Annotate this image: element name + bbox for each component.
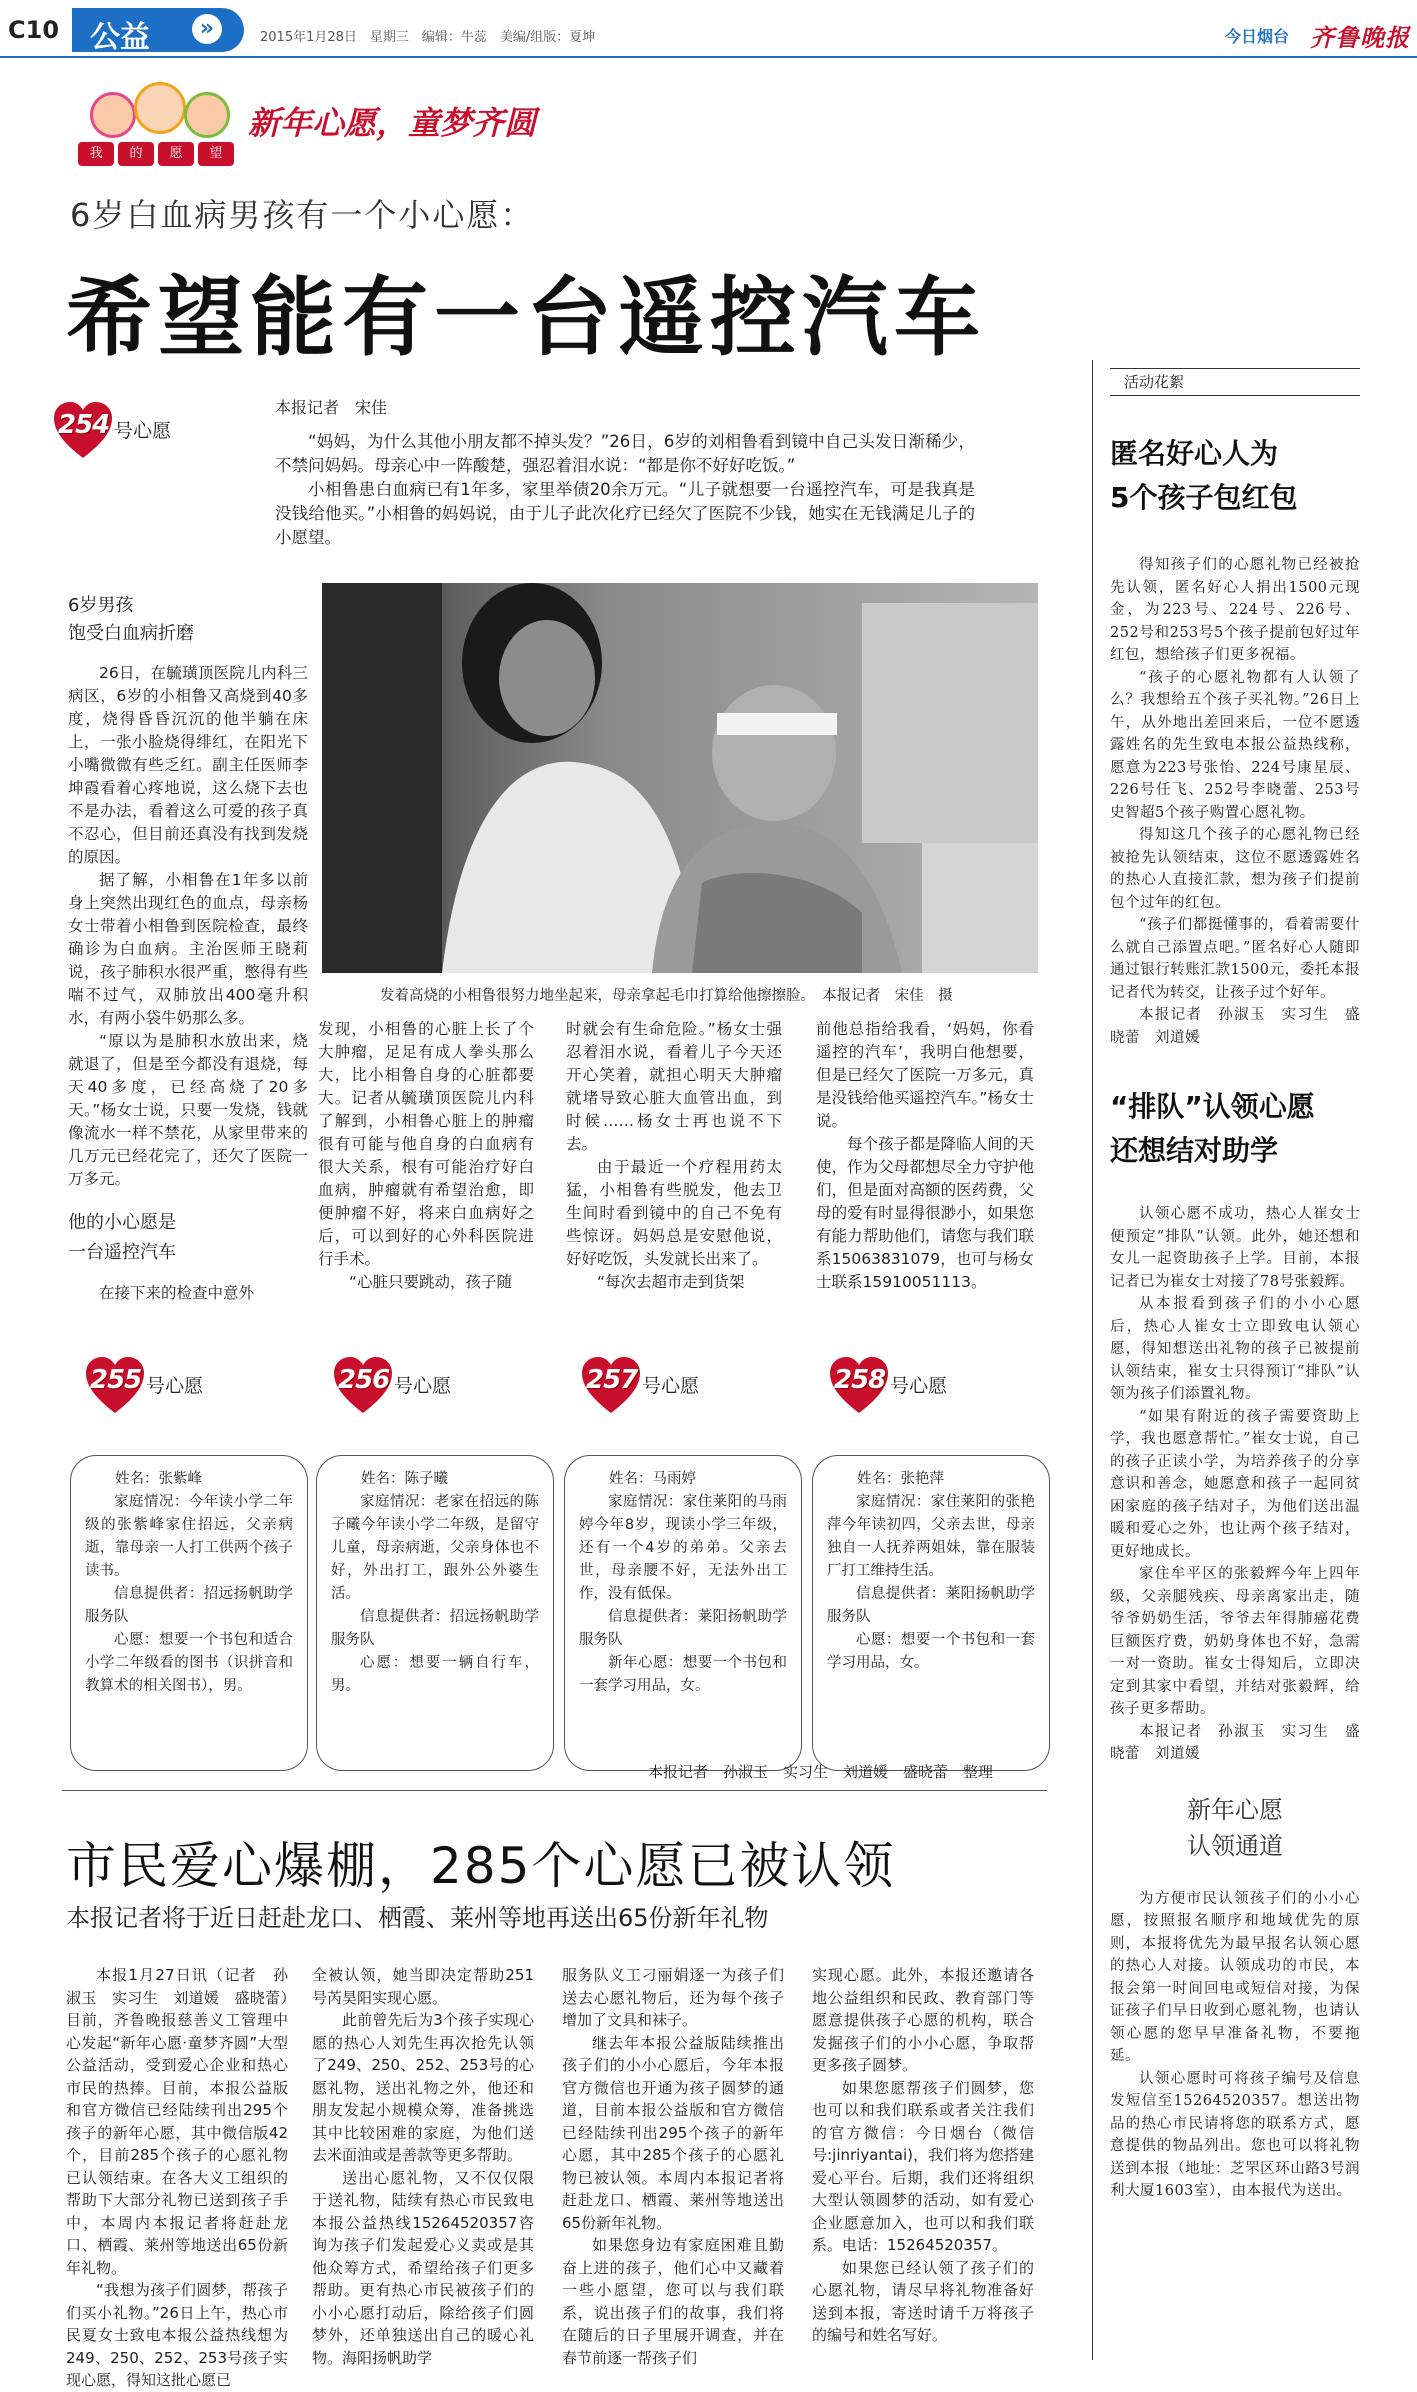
body-paragraph: 全被认领，她当即决定帮助251号芮昊阳实现心愿。	[312, 1966, 534, 2007]
body-paragraph: 服务队义工刁丽娟逐一为孩子们送去心愿礼物后，还为每个孩子增加了文具和袜子。	[562, 1966, 784, 2029]
story1-col1	[68, 662, 308, 1191]
body-paragraph: 此前曾先后为3个孩子实现心愿的热心人刘先生再次抢先认领了249、250、252、253号的心愿礼物，送出礼物之外，他还和朋友发起小规模众筹，准备挑选其中比较困难的家庭，为他们送去米面油或是善款等更多帮助。	[312, 2011, 534, 2164]
wish-card-256	[316, 1455, 554, 1771]
head-line: 还想结对助学	[1110, 1134, 1279, 1167]
sidebar-tag	[1110, 368, 1360, 396]
body-paragraph: 每个孩子都是降临人间的天使，作为父母都想尽全力守护他们，但是面对高额的医药费，父母的爱有时显得很渺小，如果您有能力帮助他们，请您与我们联系15063831079，也可与杨女士联系15910051113。	[816, 1135, 1034, 1291]
child-name: 姓名：陈子曦	[361, 1471, 448, 1487]
body-paragraph: “每次去超市走到货架	[597, 1273, 745, 1291]
body-paragraph: 26日，在毓璜顶医院儿内科三病区，6岁的小相鲁又高烧到40多度，烧得昏昏沉沉的他半躺在床上，一张小脸烧得绯红，在阳光下小嘴微微有些乏红。副主任医师李坤霞看着心疼地说，这么烧下去也不是办法，看着这么可爱的孩子真不忍心，但目前还真没有找到发烧的原因。	[68, 664, 308, 866]
wish-suffix: 号心愿	[394, 1375, 452, 1397]
body-paragraph: “原以为是肺积水放出来，烧就退了，但是至今都没有退烧，每天40多度，已经高烧了20多天。”杨女士说，只要一发烧，钱就像流水一样不禁花，从家里带来的几万元已经花完了，还欠了医院一万多元。	[68, 1032, 308, 1188]
sidebar-rule	[1092, 360, 1093, 2360]
wish-257-heart	[580, 1355, 700, 1415]
hospital-photo	[322, 583, 1038, 973]
sidebar-head3	[1110, 1792, 1360, 1864]
lead-paragraph: “妈妈，为什么其他小朋友都不掉头发？”26日，6岁的刘相鲁看到镜中自己头发日渐稀少，不禁问妈妈。母亲心中一阵酸楚，强忍着泪水说：“都是你不好好吃饭。”	[275, 432, 975, 475]
story1-headline: 希望能有一台遥控汽车	[66, 268, 986, 368]
lead-paragraph: 小相鲁患白血病已有1年多，家里举债20余万元。“儿子就想要一台遥控汽车，可是我真是没钱给他买。”小相鲁的妈妈说，由于儿子此次化疗已经欠了医院不少钱，她实在无钱满足儿子的小愿望。	[275, 480, 975, 547]
story1-photo	[322, 583, 1038, 973]
child-face	[134, 82, 186, 134]
wishes-credit: 本报记者 孙淑玉 实习生 刘道媛 盛晓蕾 整理	[648, 1763, 994, 1781]
wish-number: 254	[58, 410, 110, 440]
story1-col1-tail	[68, 1282, 308, 1305]
wish-suffix: 号心愿	[114, 420, 172, 442]
story2-col2	[312, 1964, 534, 2369]
badge-char: 的	[118, 142, 154, 166]
campaign-slogan: 新年心愿，童梦齐圆	[248, 104, 537, 142]
body-paragraph: 由于最近一个疗程用药太猛，小相鲁有些脱发，他去卫生间时看到镜中的自己不免有些惊讶。妈妈总是安慰他说，好好吃饭，头发就长出来了。	[566, 1158, 782, 1268]
family-situation: 家庭情况：老家在招远的陈子曦今年读小学二年级，是留守儿童，母亲病逝，父亲身体也不好，外出打工，跟外公外婆生活。	[331, 1494, 539, 1602]
photo-caption: 发着高烧的小相鲁很努力地坐起来，母亲拿起毛巾打算给他擦擦脸。 本报记者 宋佳 摄	[380, 988, 953, 1004]
wish-card-257	[564, 1455, 802, 1771]
wish-text: 心愿：想要一个书包和一套学习用品，女。	[827, 1632, 1035, 1671]
body-paragraph: “如果有附近的孩子需要资助上学，我也愿意帮忙。”崔女士说，自己的孩子正读小学，为培养孩子的分享意识和善念，她愿意和孩子一起同贫困家庭的孩子结对子，为他们送出温暖和爱心之外，也让两个孩子结对，更好地成长。	[1110, 1408, 1360, 1560]
sidebar-body2	[1110, 1203, 1360, 1766]
edition-label: 今日烟台	[1225, 27, 1290, 46]
campaign-logo	[72, 82, 632, 172]
story2-headline: 市民爱心爆棚，285个心愿已被认领	[66, 1837, 896, 1895]
story2-col1	[66, 1964, 304, 2392]
page-number: C10	[8, 16, 60, 44]
sidebar-body3	[1110, 1888, 1360, 2203]
body-paragraph: “心脏只要跳动，孩子随	[349, 1273, 513, 1291]
section-tag	[72, 8, 244, 55]
tag-label: 活动花絮	[1124, 373, 1185, 391]
body-paragraph: 送出心愿礼物，又不仅仅限于送礼物，陆续有热心市民致电本报公益热线15264520357咨询为孩子们发起爱心义卖或是其他众筹方式，希望给孩子们更多帮助。更有热心市民被孩子们的小小心愿打动后，除给孩子们圆梦外，还单独送出自己的暖心礼物。海阳扬帆助学	[312, 2168, 534, 2367]
body-paragraph: 为方便市民认领孩子们的小小心愿，按照报名顺序和地域优先的原则，本报将优先为最早报名认领心愿的热心人对接。认领成功的市民，本报会第一时间回电或短信对接，为保证孩子们早日收到心愿礼物，也请认领心愿的您早早准备礼物，不要拖延。	[1110, 1890, 1360, 2064]
head-line: 5个孩子包红包	[1110, 481, 1298, 514]
child-face	[90, 92, 136, 138]
family-situation: 家庭情况：今年读小学二年级的张紫峰家住招远，父亲病逝，靠母亲一人打工供两个孩子读书。	[85, 1494, 293, 1579]
subhead-line: 他的小心愿是	[68, 1212, 176, 1233]
wish-suffix: 号心愿	[146, 1375, 204, 1397]
wish-text: 新年心愿：想要一个书包和一套学习用品，女。	[579, 1655, 787, 1694]
body-paragraph: 发现，小相鲁的心脏上长了个大肿瘤，足足有成人拳头那么大，比小相鲁自身的心脏都要大。记者从毓璜顶医院儿内科了解到，小相鲁心脏上的肿瘤很有可能与他自身的白血病有很大关系，根有可能治疗好白血病，肿瘤就有希望治愈，即便肿瘤不好，将来白血病好之后，可以到好的心外科医院进行手术。	[318, 1020, 534, 1268]
wish-258-heart	[828, 1355, 948, 1415]
wish-card-group	[60, 1355, 1050, 1755]
body-paragraph: 继去年本报公益版陆续推出孩子们的小小心愿后，今年本报官方微信也开通为孩子圆梦的通道，目前本报公益版和官方微信已经陆续刊出295个孩子的新年心愿，其中285个孩子的心愿礼物已被认领。本周内本报记者将赶赴龙口、栖霞、莱州等地送出65份新年礼物。	[562, 2033, 784, 2232]
head-line: “排队”认领心愿	[1110, 1090, 1315, 1123]
story1-sub2	[68, 1208, 308, 1268]
body-paragraph: “孩子的心愿礼物都有人认领了么？我想给五个孩子买礼物。”26日上午，从外地出差回来后，一位不愿透露姓名的先生致电本报公益热线称，愿意为223号张怡、224号康星辰、226号任飞、252号李晓蕾、253号史智超5个孩子购置心愿礼物。	[1110, 669, 1360, 821]
paper-logo: 齐鲁晚报	[1310, 24, 1410, 52]
body-paragraph: 在接下来的检查中意外	[99, 1284, 255, 1302]
story2-subhead: 本报记者将于近日赶赴龙口、栖霞、莱州等地再送出65份新年礼物	[66, 1904, 769, 1932]
section-divider	[62, 1790, 1047, 1791]
body-paragraph: 得知孩子们的心愿礼物已经被抢先认领，匿名好心人捐出1500元现金，为223号、224号、226号、252号和253号5个孩子提前包好过年红包，想给孩子们更多祝福。	[1110, 557, 1360, 663]
sidebar	[1110, 368, 1360, 2203]
body-paragraph: 认领心愿不成功，热心人崔女士便预定“排队”认领。此外，她还想和女儿一起资助孩子上学。目前，本报记者已为崔女士对接了78号张毅辉。	[1110, 1206, 1360, 1290]
wish-number: 255	[90, 1365, 142, 1395]
date-line: 2015年1月28日 星期三 编辑：牛蕊 美编/组版：夏坤	[260, 30, 596, 45]
body-paragraph: 家住牟平区的张毅辉今年上四年级，父亲腿残疾、母亲离家出走，随爷爷奶奶生活，爷爷去年得肺癌花费巨额医疗费，奶奶身体也不好，急需一对一资助。崔女士得知后，立即决定到其家中看望，并结对张毅辉，给孩子更多帮助。	[1110, 1566, 1360, 1717]
story2-col3	[562, 1964, 784, 2369]
wish-number: 257	[586, 1365, 638, 1395]
body-paragraph: 如果您已经认领了孩子们的心愿礼物，请尽早将礼物准备好送到本报，寄送时请千万将孩子的编号和姓名写好。	[812, 2258, 1034, 2344]
masthead	[0, 0, 1417, 60]
child-name: 姓名：张艳萍	[857, 1471, 944, 1487]
wish-card-258	[812, 1455, 1050, 1771]
child-name: 姓名：张紫峰	[115, 1471, 202, 1487]
body-paragraph: “孩子们都挺懂事的，看着需要什么就自己添置点吧。”匿名好心人随即通过银行转账汇款1500元，委托本报记者代为转交，让孩子过个好年。	[1110, 917, 1360, 1001]
body-paragraph: 时就会有生命危险。”杨女士强忍着泪水说，看着儿子今天还开心笑着，就担心明天大肿瘤就堵导致心脏大血管出血，到时候……杨女士再也说不下去。	[566, 1020, 782, 1153]
credit-line: 本报记者 孙淑玉 实习生 盛晓蕾 刘道媛	[1110, 1007, 1360, 1046]
story2-col4	[812, 1964, 1034, 2347]
wish-256-heart	[332, 1355, 452, 1415]
body-paragraph: “我想为孩子们圆梦，帮孩子们买小礼物。”26日上午，热心市民夏女士致电本报公益热线想为249、250、252、253号孩子实现心愿，得知这批心愿已	[66, 2281, 288, 2389]
body-paragraph: 如果您愿帮孩子们圆梦，您也可以和我们联系或者关注我们的官方微信：今日烟台（微信号:jinriyantai)，我们将为您搭建爱心平台。后期，我们还将组织大型认领圆梦的活动，如有爱心企业愿意加入，也可以和我们联系。电话：15264520357。	[812, 2078, 1034, 2254]
credit-line: 本报记者 孙淑玉 实习生 盛晓蕾 刘道媛	[1110, 1723, 1360, 1762]
story1-col4	[816, 1018, 1034, 1294]
body-paragraph: 前他总指给我看，‘妈妈，你看遥控的汽车’，我明白他想要，但是已经欠了医院一万多元，真是没钱给他买遥控汽车。”杨女士说。	[816, 1020, 1034, 1130]
wish-text: 心愿：想要一个书包和适合小学二年级看的图书（识拼音和教算术的相关图书），男。	[85, 1632, 293, 1694]
body-paragraph: 认领心愿时可将孩子编号及信息发短信至15264520357。想送出物品的热心市民请将您的联系方式，愿意提供的物品列出。您也可以将礼物送到本报（地址：芝罘区环山路3号润利大厦1603室），由本报代为送出。	[1110, 2070, 1360, 2199]
badge-char: 望	[198, 142, 234, 166]
badge-row	[78, 142, 238, 170]
sidebar-body1	[1110, 554, 1360, 1049]
badge-char: 我	[78, 142, 114, 166]
story1-col3	[566, 1018, 782, 1294]
info-provider: 信息提供者：招远扬帆助学服务队	[85, 1586, 293, 1625]
family-situation: 家庭情况：家住莱阳的马雨婷今年8岁，现读小学三年级，还有一个4岁的弟弟。父亲去世，母亲腰不好，无法外出工作，没有低保。	[579, 1494, 787, 1602]
body-paragraph: 得知这几个孩子的心愿礼物已经被抢先认领结束，这位不愿透露姓名的热心人直接汇款，想为孩子们提前包个过年的红包。	[1110, 827, 1360, 911]
body-paragraph: 据了解，小相鲁在1年多以前身上突然出现红色的血点，母亲杨女士带着小相鲁到医院检查，最终确诊为白血病。主治医师王晓莉说，孩子肺积水很严重，憋得有些喘不过气，双肺放出400毫升积水，有两小袋牛奶那么多。	[68, 871, 308, 1027]
family-situation: 家庭情况：家住莱阳的张艳萍今年读初四，父亲去世，母亲独自一人抚养两姐妹，靠在服装厂打工维持生活。	[827, 1494, 1035, 1579]
wish-255-heart	[84, 1355, 204, 1415]
wish-text: 心愿：想要一辆自行车，男。	[331, 1655, 539, 1694]
body-paragraph: 如果您身边有家庭困难且勤奋上进的孩子，他们心中又藏着一些小愿望，您可以与我们联系，说出孩子们的故事，我们将在随后的日子里展开调查，并在春节前逐一帮孩子们	[562, 2236, 784, 2367]
wish-card-255	[70, 1455, 308, 1771]
info-provider: 信息提供者：莱阳扬帆助学服务队	[827, 1586, 1035, 1625]
child-face	[184, 92, 230, 138]
story1-lead	[275, 430, 975, 550]
head-line: 认领通道	[1187, 1831, 1283, 1860]
kids-illustration	[72, 82, 244, 172]
body-paragraph: 实现心愿。此外，本报还邀请各地公益组织和民政、教育部门等愿意提供孩子心愿的机构，联合发掘孩子们的小小心愿，争取帮更多孩子圆梦。	[812, 1966, 1034, 2074]
story1-kicker: 6岁白血病男孩有一个小心愿：	[70, 196, 535, 234]
body-paragraph: 本报1月27日讯（记者 孙淑玉 实习生 刘道媛 盛晓蕾） 目前，齐鲁晚报慈善义工管理中心发起“新年心愿·童梦齐圆”大型公益活动，受到爱心企业和热心市民的热捧。目前，本报公益版和官方微信已经陆续刊出295个孩子的新年心愿，其中微信版42个，目前285个孩子的心愿礼物已认领结束。在各大义工组织的帮助下大部分礼物已送到孩子手中，本周内本报记者将赶赴龙口、栖霞、莱州等地送出65份新年礼物。	[66, 1966, 304, 2277]
wish-number: 256	[338, 1365, 390, 1395]
info-provider: 信息提供者：莱阳扬帆助学服务队	[579, 1609, 787, 1648]
subhead-line: 6岁男孩	[68, 595, 134, 616]
section-label: 公益	[90, 20, 150, 55]
subhead-line: 饱受白血病折磨	[68, 623, 194, 644]
wish-254-heart	[52, 400, 172, 460]
badge-char: 愿	[158, 142, 194, 166]
head-line: 新年心愿	[1187, 1795, 1283, 1824]
masthead-rule	[0, 56, 1417, 58]
subhead-line: 一台遥控汽车	[68, 1242, 176, 1263]
wish-suffix: 号心愿	[890, 1375, 948, 1397]
story1-byline: 本报记者 宋佳	[275, 398, 388, 417]
story1-sub1	[68, 592, 308, 648]
sidebar-head2	[1110, 1085, 1360, 1173]
body-paragraph: 从本报看到孩子们的小小心愿后，热心人崔女士立即致电认领心愿，得知想送出礼物的孩子已被提前认领结束，崔女士只得预订“排队”认领为孩子们添置礼物。	[1110, 1296, 1360, 1402]
head-line: 匿名好心人为	[1110, 437, 1279, 470]
wish-suffix: 号心愿	[642, 1375, 700, 1397]
wish-number: 258	[834, 1365, 886, 1395]
story1-col2	[318, 1018, 534, 1294]
sidebar-head1	[1110, 432, 1360, 520]
child-name: 姓名：马雨婷	[609, 1471, 696, 1487]
info-provider: 信息提供者：招远扬帆助学服务队	[331, 1609, 539, 1648]
double-chevron-icon: »	[192, 14, 222, 44]
